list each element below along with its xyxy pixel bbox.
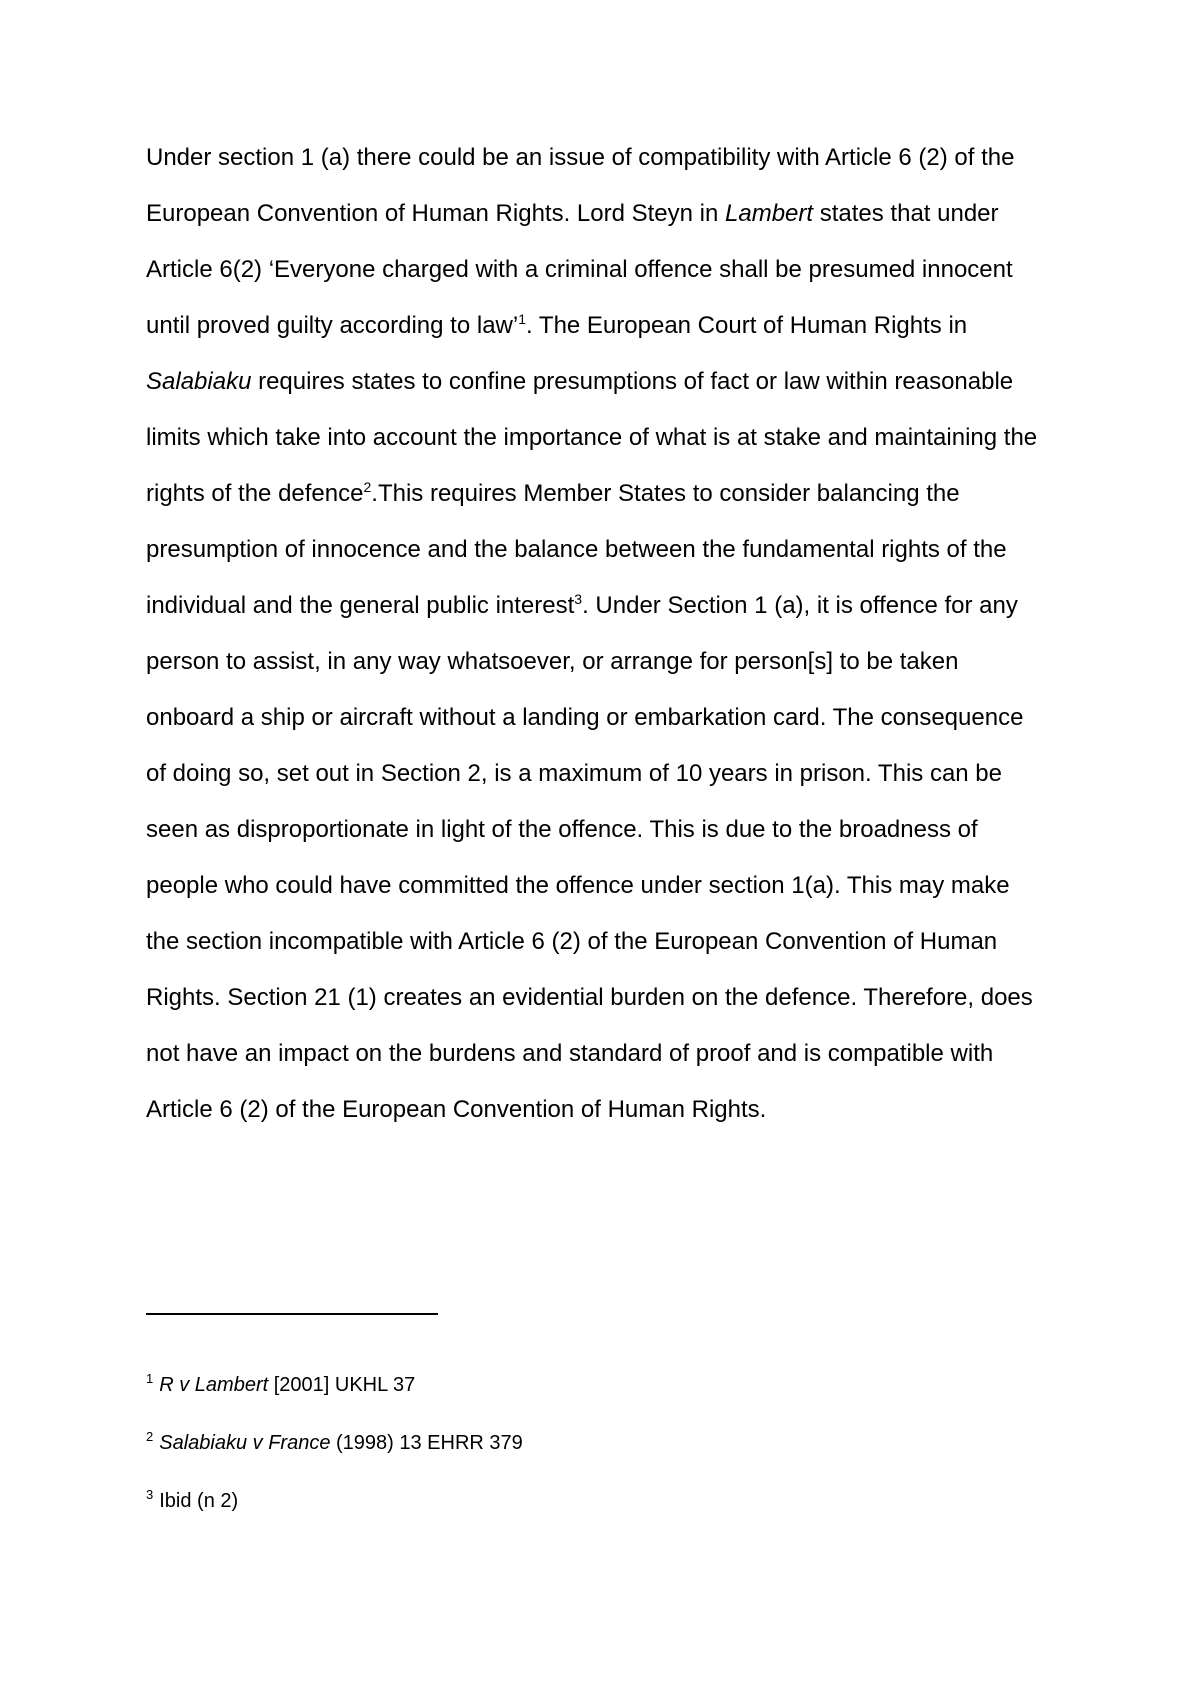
footnote-number: 2 [146,1429,154,1444]
text-line: Under section 1 (a) there could be an issue of compatibility with Article 6 (2) of the [146,144,1015,171]
footnote-separator [146,1313,438,1315]
text-line: not have an impact on the burdens and standard of proof and is compatible with [146,1040,994,1067]
footnotes [146,1370,1046,1544]
footnote-reference[interactable]: 2 [363,479,372,495]
footnote-reference[interactable]: 1 [518,311,526,327]
case-name: Salabiaku [146,368,252,395]
text-line: people who could have committed the offence under section 1(a). This may make [146,872,1010,899]
footnote-item: $^2$ Salabiaku v France (1998) 13 EHRR 379 [146,1429,523,1454]
footnote-number: 3 [146,1487,154,1502]
body-paragraph [146,140,1066,1148]
text-line: until proved guilty according to law’$^1$. The European Court of Human Rights in [146,311,968,339]
text-line: European Convention of Human Rights. Lord Steyn in Lambert states that under [146,200,999,227]
text-line: person to assist, in any way whatsoever, or arrange for person[s] to be taken [146,648,959,675]
text-line: of doing so, set out in Section 2, is a maximum of 10 years in prison. This can be [146,760,1002,787]
text-line: limits which take into account the importance of what is at stake and maintaining the [146,424,1038,451]
text-line: seen as disproportionate in light of the offence. This is due to the broadness of [146,816,978,843]
text-line: Salabiaku requires states to confine presumptions of fact or law within reasonable [146,368,1014,395]
text-line: presumption of innocence and the balance between the fundamental rights of the [146,536,1007,563]
case-name: Salabiaku v France [159,1432,331,1454]
footnote-reference[interactable]: 3 [574,591,583,607]
text-line: rights of the defence$^2$.This requires Member States to consider balancing the [146,479,960,507]
footnote-item: $^3$ Ibid (n 2) [146,1487,239,1512]
footnote-item: $^1$ R v Lambert [2001] UKHL 37 [146,1371,416,1396]
text-line: the section incompatible with Article 6 (2) of the European Convention of Human [146,928,998,955]
text-line: onboard a ship or aircraft without a landing or embarkation card. The consequence [146,704,1024,731]
text-line: Article 6(2) ‘Everyone charged with a criminal offence shall be presumed innocent [146,256,1013,283]
text-line: individual and the general public interest$^3$. Under Section 1 (a), it is offence for any [146,591,1018,619]
case-name: R v Lambert [159,1374,269,1396]
text-line: Article 6 (2) of the European Convention of Human Rights. [146,1096,767,1123]
text-line: Rights. Section 21 (1) creates an evidential burden on the defence. Therefore, does [146,984,1033,1011]
case-name: Lambert [725,200,814,227]
footnote-number: 1 [146,1371,154,1386]
